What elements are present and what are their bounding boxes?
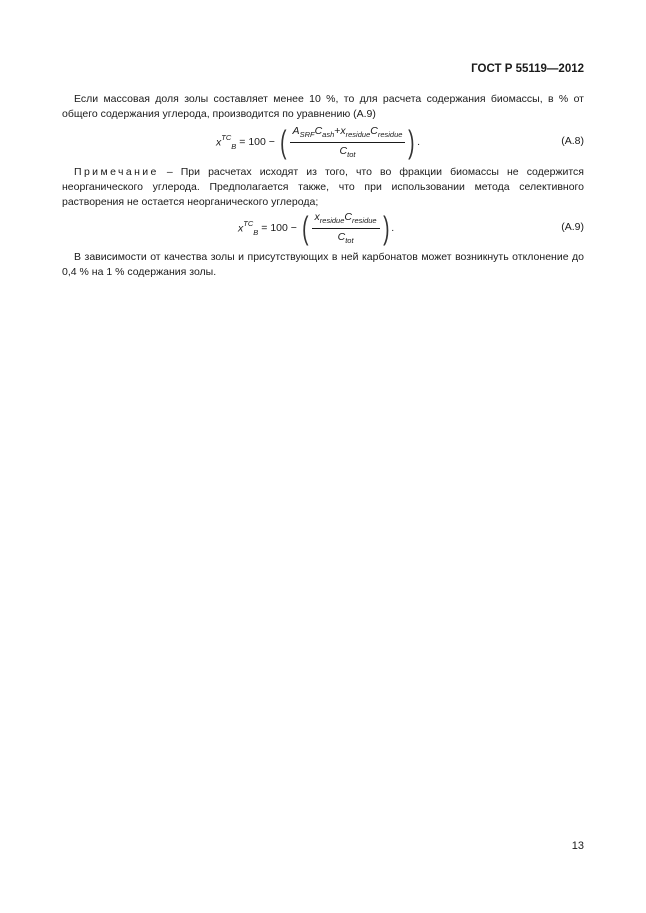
equation-a9 [62,204,584,252]
end-punctuation: . [417,136,421,148]
formula-a8 [216,118,420,166]
numerator: $A_{SRF}C_{ash}+x_{residue}C_{residue}$ [290,125,406,142]
right-paren: ) [382,210,390,246]
denominator: $C_{tot}$ [339,144,356,159]
numerator: $x_{residue}C_{residue}$ [312,211,380,228]
paragraph-deviation: В зависимости от качества золы и присутствующих в ней карбонатов может возникнуть отклонение до 0,4 % на 1 % содержания золы. [62,251,584,278]
page-number: 13 [571,840,584,852]
equation-number: (А.8) [561,135,584,147]
note-text: – При расчетах исходят из того, что во фракции биомассы не содержится неорганического углерода. Предполагается также, что при использовании метода селективного растворения не остается неорганического углерода; [62,166,584,208]
denominator: $C_{tot}$ [337,230,354,245]
lhs-variable: $x^{TC}_B$ [216,132,237,152]
equals-constant: = 100 − [239,136,275,148]
left-paren: ( [302,210,309,246]
lhs-variable: $x^{TC}_B$ [238,218,259,238]
equation-number: (А.9) [561,221,584,233]
paragraph-ash-content: Если массовая доля золы составляет менее 10 %, то для расчета содержания биомассы, в % от общего содержания углерода, производится по уравнению (А.9) [62,93,584,120]
equation-a8 [62,118,584,166]
formula-a9 [238,204,394,252]
fraction [290,125,406,158]
fraction [312,211,380,244]
left-paren: ( [280,124,287,160]
right-paren: ) [408,124,415,160]
document-header: ГОСТ Р 55119—2012 [471,63,584,75]
equals-constant: = 100 − [261,222,297,234]
note-label: Примечание [74,166,159,178]
end-punctuation: . [391,222,395,234]
